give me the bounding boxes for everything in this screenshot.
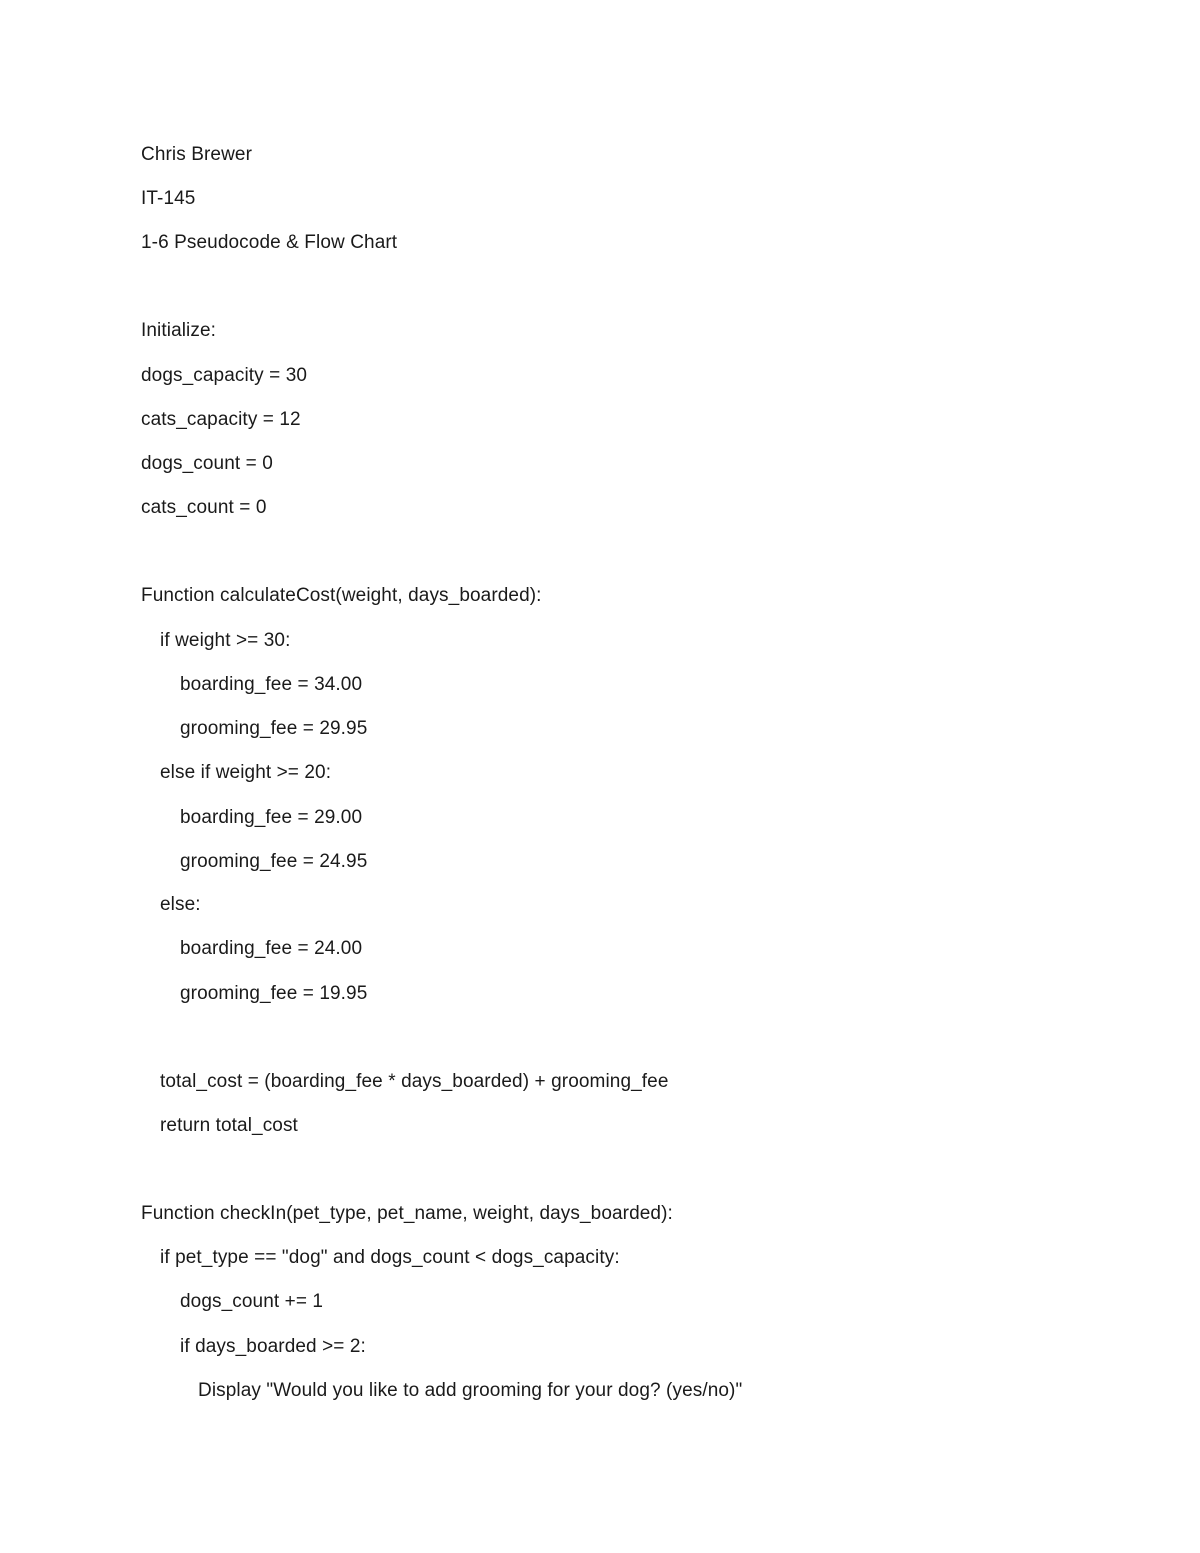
init-line-dogs-count: dogs_count = 0: [141, 453, 273, 474]
checkin-if-dog: if pet_type == "dog" and dogs_count < dogs_capacity:: [160, 1247, 620, 1268]
calc-medium-boarding: boarding_fee = 29.00: [180, 807, 363, 828]
calc-return: return total_cost: [160, 1115, 298, 1136]
initialize-heading: Initialize:: [141, 320, 217, 341]
calc-total-cost: total_cost = (boarding_fee * days_boarded) + grooming_fee: [160, 1071, 669, 1092]
calc-if-heavy: if weight >= 30:: [160, 630, 291, 651]
calculate-cost-signature: Function calculateCost(weight, days_boarded):: [141, 585, 542, 606]
calc-else: else:: [160, 894, 201, 915]
calc-light-boarding: boarding_fee = 24.00: [180, 938, 363, 959]
init-line-dogs-capacity: dogs_capacity = 30: [141, 365, 308, 386]
calc-light-grooming: grooming_fee = 19.95: [180, 983, 368, 1004]
assignment-title: 1-6 Pseudocode & Flow Chart: [141, 232, 398, 253]
course-code: IT-145: [141, 188, 196, 209]
checkin-display-prompt: Display "Would you like to add grooming for your dog? (yes/no)": [198, 1380, 743, 1401]
calc-heavy-boarding: boarding_fee = 34.00: [180, 674, 363, 695]
calc-heavy-grooming: grooming_fee = 29.95: [180, 718, 368, 739]
author-name: Chris Brewer: [141, 144, 252, 165]
calc-medium-grooming: grooming_fee = 24.95: [180, 851, 368, 872]
checkin-if-days: if days_boarded >= 2:: [180, 1336, 366, 1357]
calc-elif-medium: else if weight >= 20:: [160, 762, 332, 783]
init-line-cats-count: cats_count = 0: [141, 497, 267, 518]
checkin-increment: dogs_count += 1: [180, 1291, 324, 1312]
init-line-cats-capacity: cats_capacity = 12: [141, 409, 301, 430]
check-in-signature: Function checkIn(pet_type, pet_name, weight, days_boarded):: [141, 1203, 673, 1224]
